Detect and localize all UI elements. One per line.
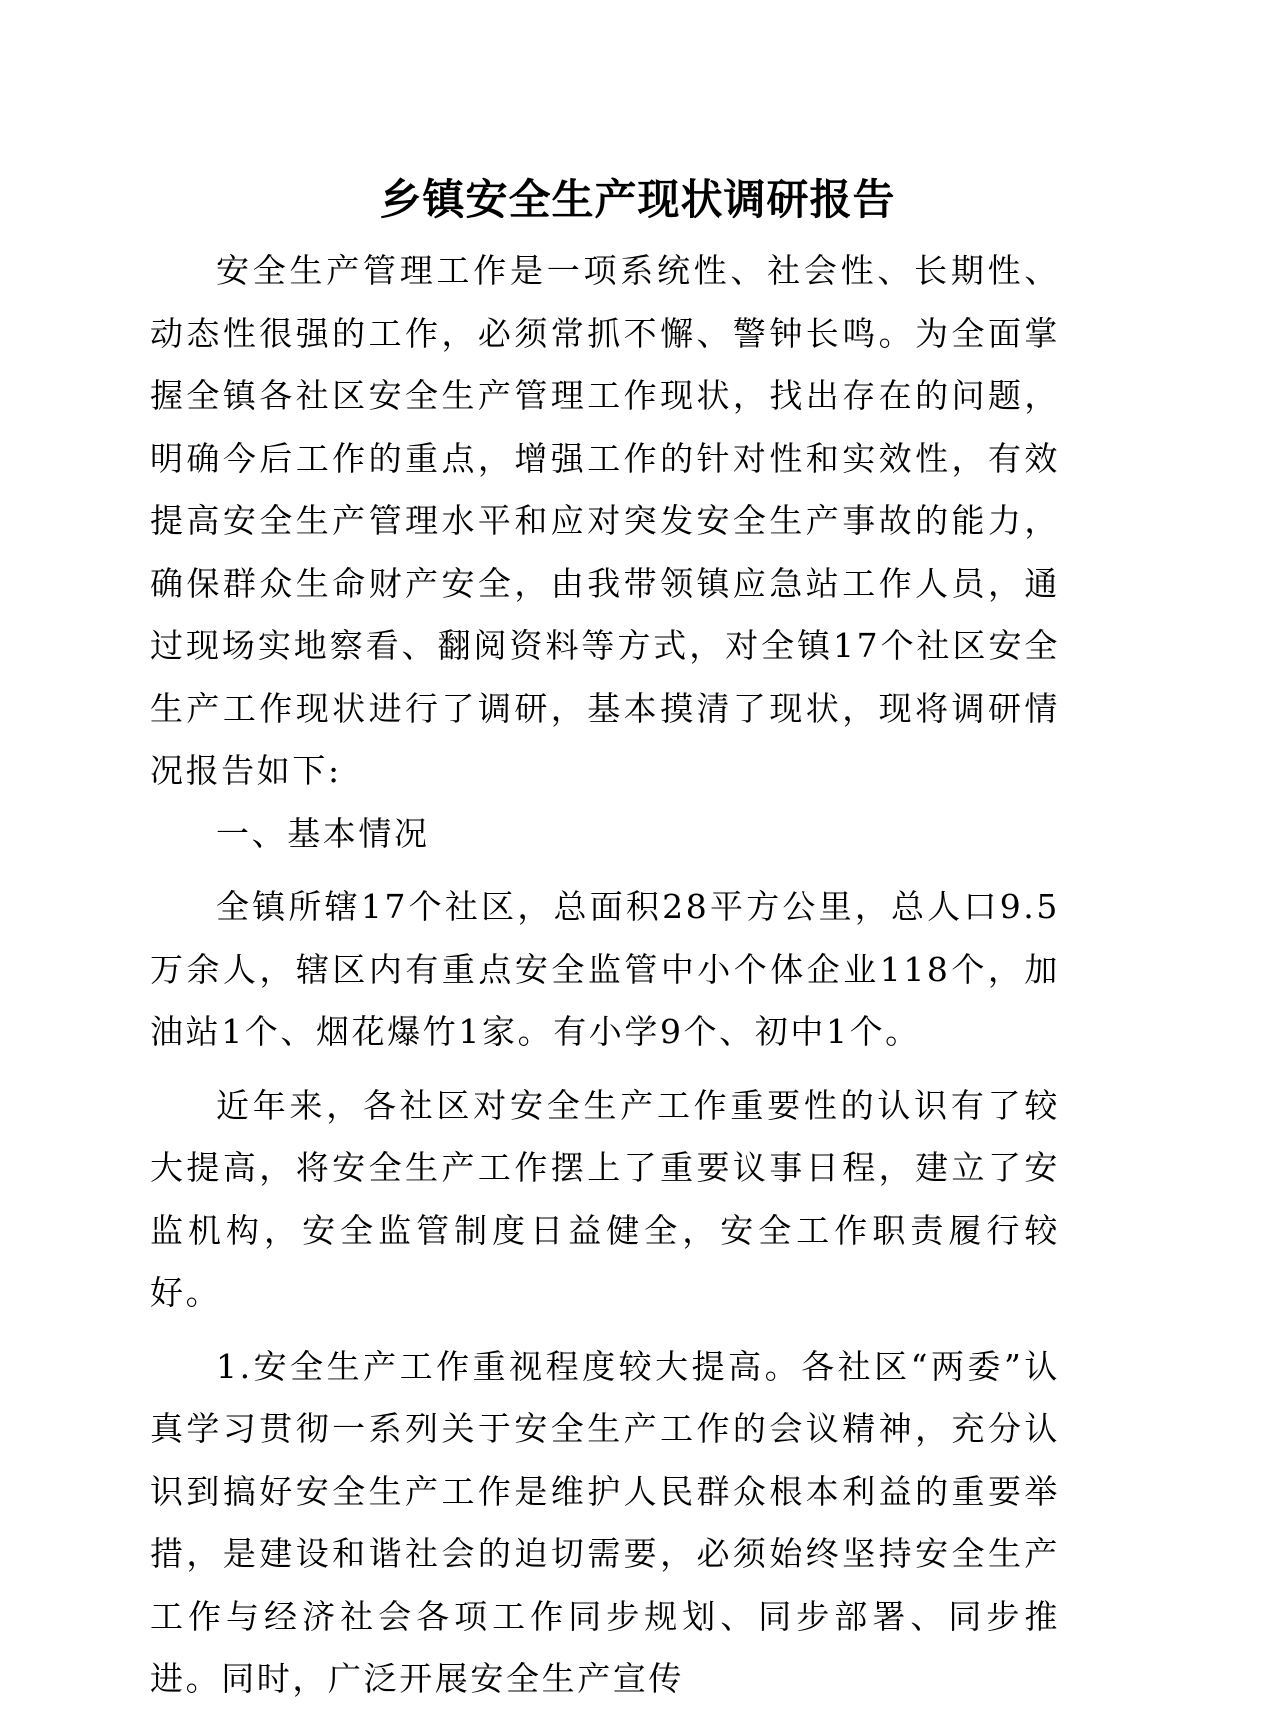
section-heading-basic-situation: 一、基本情况 bbox=[216, 813, 430, 853]
paragraph-basic-facts: 全镇所辖17个社区，总面积28平方公里，总人口9.5万余人，辖区内有重点安全监管中小个体企业118个，加油站1个、烟花爆竹1家。有小学9个、初中1个。 bbox=[150, 887, 1060, 1051]
document-body bbox=[150, 240, 1060, 1711]
document-title: 乡镇安全生产现状调研报告 bbox=[379, 175, 896, 224]
paragraph-recent-years: 近年来，各社区对安全生产工作重要性的认识有了较大提高，将安全生产工作摆上了重要议事日程，建立了安监机构，安全监管制度日益健全，安全工作职责履行较好。 bbox=[150, 1085, 1060, 1312]
paragraph-intro: 安全生产管理工作是一项系统性、社会性、长期性、动态性很强的工作，必须常抓不懈、警钟长鸣。为全面掌握全镇各社区安全生产管理工作现状，找出存在的问题，明确今后工作的重点，增强工作的针对性和实效性，有效提高安全生产管理水平和应对突发安全生产事故的能力，确保群众生命财产安全，由我带领镇应急站工作人员，通过现场实地察看、翻阅资料等方式，对全镇17个社区安全生产工作现状进行了调研，基本摸清了现状，现将调研情况报告如下: bbox=[150, 251, 1060, 790]
paragraph-point-1: 1.安全生产工作重视程度较大提高。各社区“两委”认真学习贯彻一系列关于安全生产工作的会议精神，充分认识到搞好安全生产工作是维护人民群众根本利益的重要举措，是建设和谐社会的迫切需要，必须始终坚持安全生产工作与经济社会各项工作同步规划、同步部署、同步推进。同时，广泛开展安全生产宣传 bbox=[150, 1346, 1060, 1698]
